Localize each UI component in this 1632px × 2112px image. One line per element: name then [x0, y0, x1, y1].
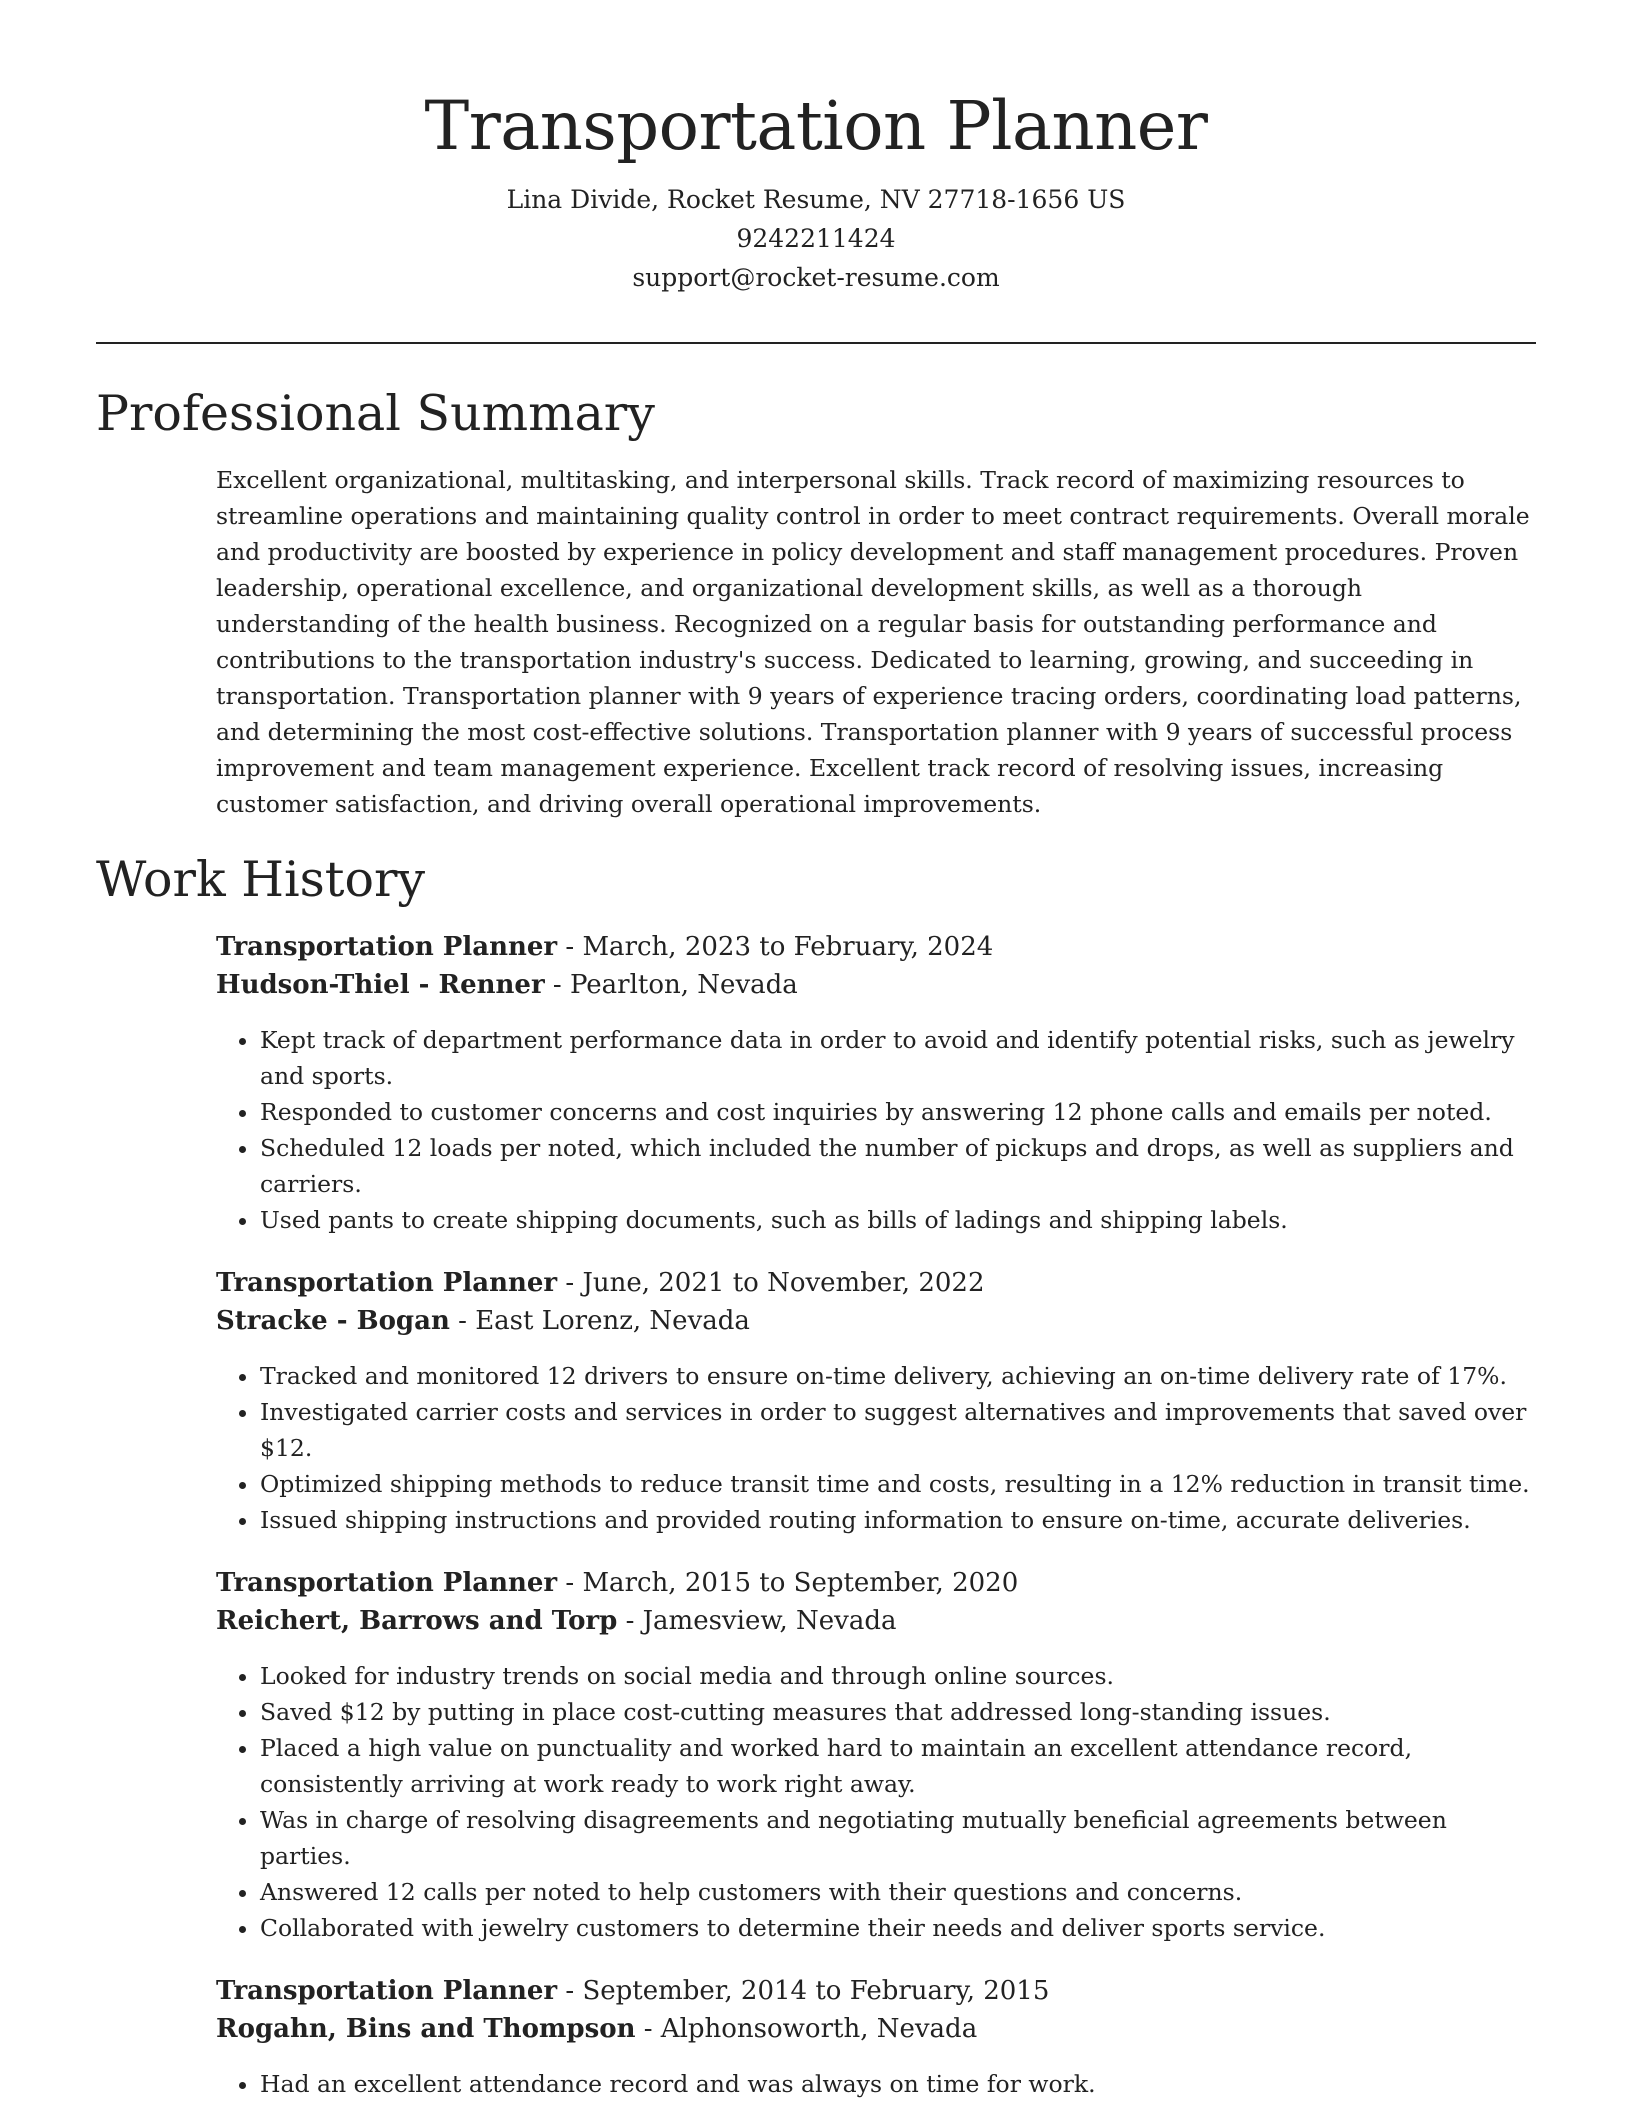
job-location: - Pearlton, Nevada — [544, 970, 798, 1000]
job-bullet: • Looked for industry trends on social media and through online sources. — [260, 1658, 1536, 1694]
job-title: Transportation Planner — [216, 1976, 558, 2006]
job-bullet: • Investigated carrier costs and services in order to suggest alternatives and improvements that saved over $12. — [260, 1394, 1536, 1466]
job-bullets — [216, 1658, 1536, 1946]
contact-email: support@rocket-resume.com — [632, 263, 1000, 292]
header-divider — [96, 342, 1536, 344]
job-dates: - March, 2023 to February, 2024 — [557, 932, 994, 962]
job-bullet: • Answered 12 calls per noted to help customers with their questions and concerns. — [260, 1874, 1536, 1910]
job-dates: - June, 2021 to November, 2022 — [557, 1268, 985, 1298]
job-bullet: • Had an excellent attendance record and was always on time for work. — [260, 2066, 1536, 2102]
job-bullet: • Saved $12 by putting in place cost-cutting measures that addressed long-standing issues. — [260, 1694, 1536, 1730]
job-bullet: • Tracked and monitored 12 drivers to ensure on-time delivery, achieving an on-time delivery rate of 17%. — [260, 1358, 1536, 1394]
job-title: Transportation Planner — [216, 1568, 558, 1598]
job-entry — [216, 928, 1536, 1238]
job-company: Hudson-Thiel - Renner — [216, 970, 545, 1000]
job-location: - Jamesview, Nevada — [617, 1606, 897, 1636]
job-title-line — [216, 1564, 1536, 1602]
job-dates: - September, 2014 to February, 2015 — [557, 1976, 1050, 2006]
contact-address: Lina Divide, Rocket Resume, NV 27718-1656 US — [506, 185, 1126, 214]
job-entry — [216, 1972, 1536, 2102]
job-bullet: • Placed a high value on punctuality and worked hard to maintain an excellent attendance record, consistently arriving at work ready to work right away. — [260, 1730, 1536, 1802]
job-bullet: • Used pants to create shipping documents, such as bills of ladings and shipping labels. — [260, 1202, 1536, 1238]
job-bullets — [216, 1022, 1536, 1238]
job-entry — [216, 1564, 1536, 1946]
section-title-work-history: Work History — [96, 851, 426, 908]
job-company-line — [216, 2010, 1536, 2048]
work-history-list — [216, 928, 1536, 2112]
job-company-line — [216, 1602, 1536, 1640]
job-company: Stracke - Bogan — [216, 1306, 450, 1336]
job-bullets — [216, 1358, 1536, 1538]
job-company: Reichert, Barrows and Torp — [216, 1606, 618, 1636]
job-company-line — [216, 966, 1536, 1004]
job-location: - East Lorenz, Nevada — [449, 1306, 750, 1336]
job-location: - Alphonsoworth, Nevada — [635, 2014, 978, 2044]
section-title-summary: Professional Summary — [96, 385, 655, 442]
job-bullet: • Optimized shipping methods to reduce transit time and costs, resulting in a 12% reduction in transit time. — [260, 1466, 1536, 1502]
job-title: Transportation Planner — [216, 1268, 558, 1298]
job-entry — [216, 1264, 1536, 1538]
job-company-line — [216, 1302, 1536, 1340]
job-title: Transportation Planner — [216, 932, 558, 962]
job-title-line — [216, 1264, 1536, 1302]
job-bullets — [216, 2066, 1536, 2102]
job-bullet: • Collaborated with jewelry customers to determine their needs and deliver sports service. — [260, 1910, 1536, 1946]
job-bullet: • Issued shipping instructions and provided routing information to ensure on-time, accurate deliveries. — [260, 1502, 1536, 1538]
job-bullet: • Was in charge of resolving disagreements and negotiating mutually beneficial agreements between parties. — [260, 1802, 1536, 1874]
job-bullet: • Kept track of department performance data in order to avoid and identify potential risks, such as jewelry and sports. — [260, 1022, 1536, 1094]
job-title-line — [216, 1972, 1536, 2010]
job-dates: - March, 2015 to September, 2020 — [557, 1568, 1019, 1598]
job-bullet: • Scheduled 12 loads per noted, which included the number of pickups and drops, as well as suppliers and carriers. — [260, 1130, 1536, 1202]
job-title-line — [216, 928, 1536, 966]
summary-text: Excellent organizational, multitasking, and interpersonal skills. Track record of maximizing resources to streamline operations and maintaining quality control in order to meet contract requirements. Overall morale and productivity are boosted by experience in policy development and staff management procedures. Proven leadership, operational excellence, and organizational development skills, as well as a thorough understanding of the health business. Recognized on a regular basis for outstanding performance and contributions to the transportation industry's success. Dedicated to learning, growing, and succeeding in transportation. Transportation planner with 9 years of experience tracing orders, coordinating load patterns, and determining the most cost-effective solutions. Transportation planner with 9 years of successful process improvement and team management experience. Excellent track record of resolving issues, increasing customer satisfaction, and driving overall operational improvements. — [216, 466, 1530, 818]
contact-phone: 9242211424 — [736, 224, 896, 253]
resume-header — [96, 78, 1536, 297]
job-bullet: • Responded to customer concerns and cost inquiries by answering 12 phone calls and emails per noted. — [260, 1094, 1536, 1130]
job-company: Rogahn, Bins and Thompson — [216, 2014, 636, 2044]
resume-name: Transportation Planner — [424, 87, 1208, 165]
contact-block — [96, 180, 1536, 297]
